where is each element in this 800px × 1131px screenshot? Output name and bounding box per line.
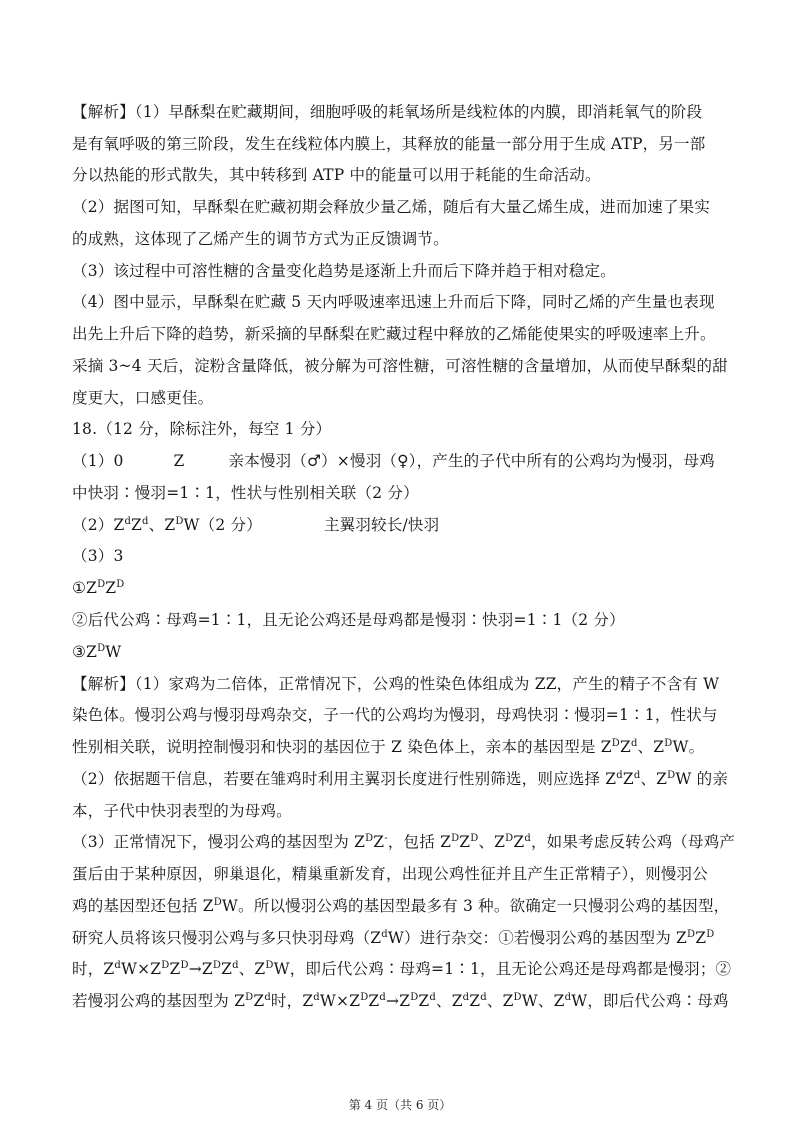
text-line: （2）据图可知，早酥梨在贮藏初期会释放少量乙烯，随后有大量乙烯生成，进而加速了果实 [72,198,711,216]
text-line: 鸡的基因型还包括 $Z^DW$。所以慢羽公鸡的基因型最多有 3 种。欲确定一只慢羽公鸡的基因型， [72,897,730,915]
text-line: 染色体。慢羽公鸡与慢羽母鸡杂交，子一代的公鸡均为慢羽，母鸡快羽∶慢羽=1∶1，性状与 [72,706,718,724]
answer-line: $(2)Z^dZ^d$、$Z^DW(2$ 分） 主翼羽较长/快羽 [72,516,440,534]
text-line: （3）该过程中可溶性糖的含量变化趋势是逐渐上升而后下降并趋于相对稳定。 [72,262,616,280]
answer-line: （3）3 [72,547,124,565]
answer-line: （1）0 Z 亲本慢羽（♂）×慢羽（♀），产生的子代中所有的公鸡均为慢羽，母鸡 [72,452,715,470]
text-line: 本，子代中快羽表型的为母鸡。 [72,802,292,820]
text-line: 若慢羽公鸡的基因型为 $Z^DZ^d$时，$Z^dW\times Z^DZ^d\to Z^DZ^d$、$Z^dZ^d$、$Z^DW$、$Z^dW$，即后代公鸡∶母鸡 [72,992,729,1010]
answer-line: ②后代公鸡∶母鸡=1∶1，且无论公鸡还是母鸡都是慢羽∶快羽=1∶1（2 分） [72,611,625,629]
text-line: （3）正常情况下，慢羽公鸡的基因型为 $Z^DZ^-$，包括 $Z^DZ^D$、$Z^DZ^d$，如果考虑反转公鸡（母鸡产 [72,833,736,851]
text-line: 【解析】（1）家鸡为二倍体，正常情况下，公鸡的性染色体组成为 ZZ，产生的精子不含有 W [72,675,720,693]
text-line: （2）依据题干信息，若要在雏鸡时利用主翼羽长度进行性别筛选，则应选择 $Z^dZ^d$、$Z^DW$ 的亲 [72,770,729,788]
answer-line: 中快羽∶慢羽=1∶1，性状与性别相关联（2 分） [72,484,419,502]
text-line: 分以热能的形式散失，其中转移到 ATP 中的能量可以用于耗能的生命活动。 [72,166,601,184]
text-line: 采摘 3~4 天后，淀粉含量降低，被分解为可溶性糖，可溶性糖的含量增加，从而使早酥梨的甜 [72,357,728,375]
text-line: 时，$Z^dW\times Z^DZ^D\to Z^DZ^d$、$Z^DW$，即后代公鸡∶母鸡=1∶1，且无论公鸡还是母鸡都是慢羽；② [72,960,732,978]
answer-line: $③Z^DW$ [72,643,122,661]
text-line: （4）图中显示，早酥梨在贮藏 5 天内呼吸速率迅速上升而后下降，同时乙烯的产生量也表现 [72,293,715,311]
text-line: 是有氧呼吸的第三阶段，发生在线粒体内膜上，其释放的能量一部分用于生成 ATP，另一部 [72,135,706,153]
text-line: 度更大，口感更佳。 [72,389,214,407]
text-line: 研究人员将该只慢羽公鸡与多只快羽母鸡$(Z^dW)$进行杂交：①若慢羽公鸡的基因型为 $Z^DZ^D$ [72,929,715,947]
text-line: 【解析】（1）早酥梨在贮藏期间，细胞呼吸的耗氧场所是线粒体的内膜，即消耗氧气的阶段 [72,103,703,121]
text-line: 出先上升后下降的趋势，新采摘的早酥梨在贮藏过程中释放的乙烯能使果实的呼吸速率上升。 [72,325,716,343]
text-line: 蛋后由于某种原因，卵巢退化，精巢重新发育，出现公鸡性征并且产生正常精子），则慢羽公 [72,865,708,883]
answer-line: $①Z^DZ^D$ [72,579,125,597]
text-line: 的成熟，这体现了乙烯产生的调节方式为正反馈调节。 [72,230,449,248]
text-line: 性别相关联，说明控制慢羽和快羽的基因位于 Z 染色体上，亲本的基因型是 $Z^DZ^d$、$Z^DW$。 [72,738,705,756]
page-footer: 第 4 页（共 6 页） [348,1098,452,1112]
question-header: 18.（12 分，除标注外，每空 1 分） [72,420,332,438]
